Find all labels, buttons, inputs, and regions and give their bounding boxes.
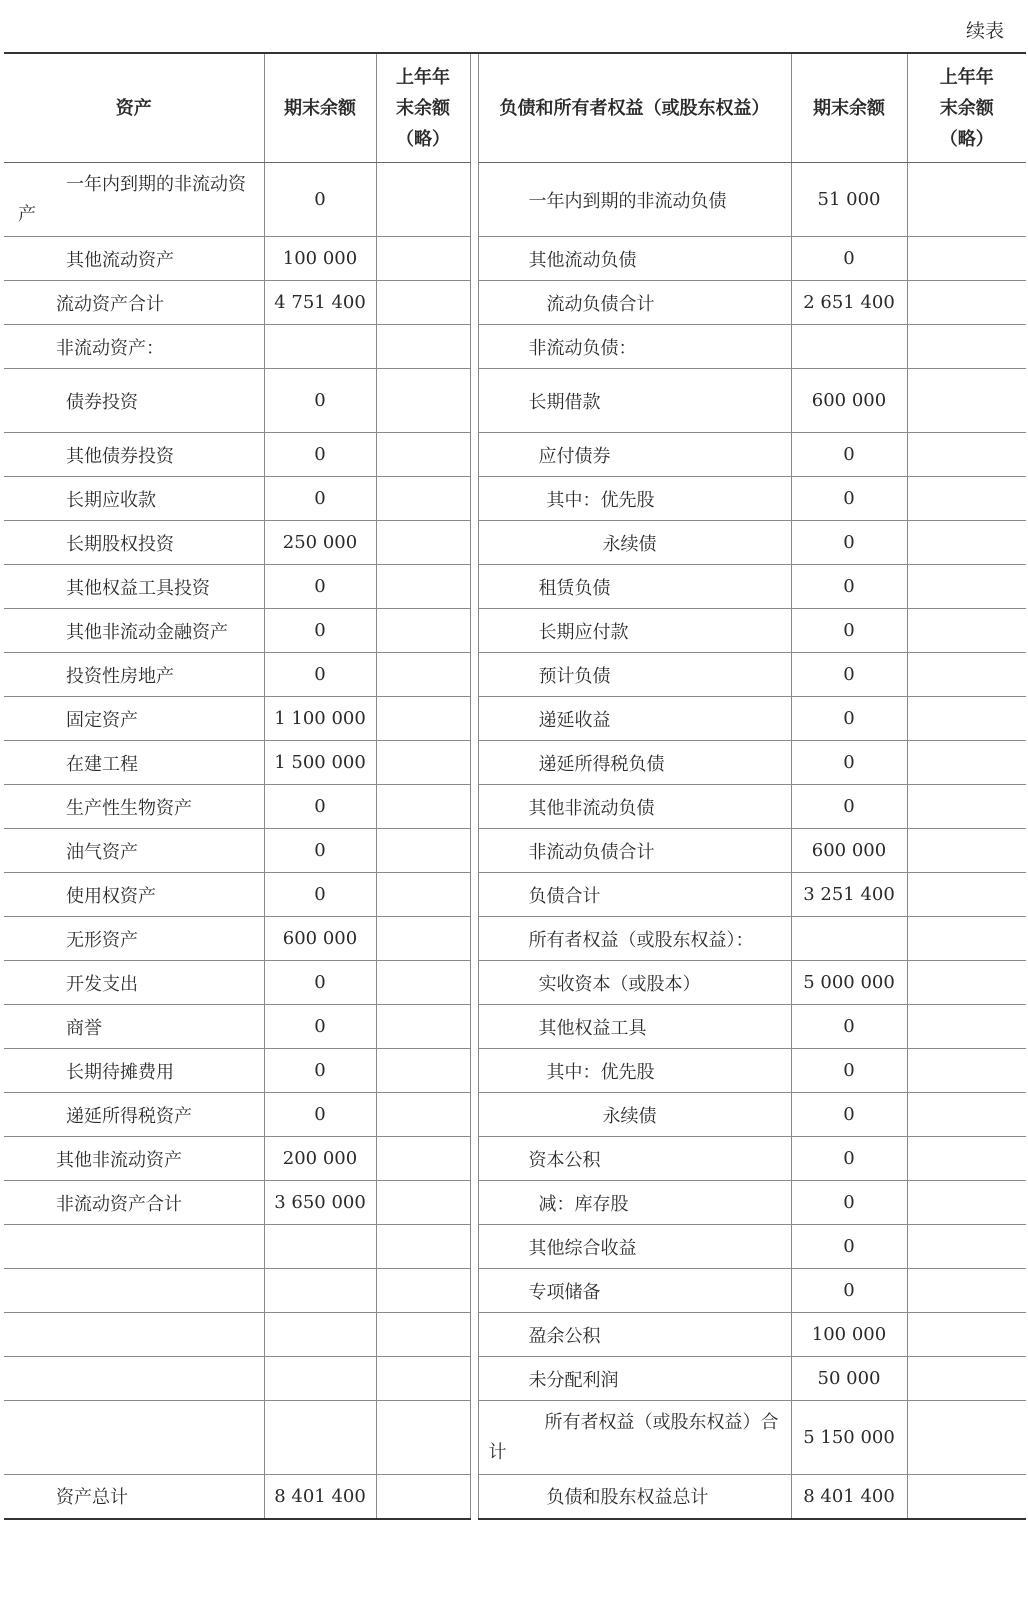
liability-prior-year — [907, 961, 1026, 1005]
table-row — [4, 653, 1026, 697]
asset-ending-balance: 100 000 — [264, 237, 376, 281]
liability-prior-year — [907, 697, 1026, 741]
asset-ending-balance: 0 — [264, 961, 376, 1005]
asset-prior-year — [376, 829, 470, 873]
asset-label: 开发支出 — [4, 961, 264, 1005]
asset-prior-year — [376, 741, 470, 785]
liability-ending-balance: 2 651 400 — [791, 281, 907, 325]
table-row — [4, 609, 1026, 653]
asset-ending-balance: 0 — [264, 1093, 376, 1137]
asset-label: 非流动资产合计 — [4, 1181, 264, 1225]
liability-label: 减：库存股 — [478, 1181, 791, 1225]
asset-ending-balance — [264, 1269, 376, 1313]
table-row — [4, 281, 1026, 325]
liability-ending-balance: 0 — [791, 609, 907, 653]
liability-prior-year — [907, 1269, 1026, 1313]
liability-ending-balance: 0 — [791, 521, 907, 565]
asset-prior-year — [376, 1181, 470, 1225]
liability-prior-year — [907, 1181, 1026, 1225]
liability-prior-year — [907, 609, 1026, 653]
liability-total-label: 负债和股东权益总计 — [478, 1475, 791, 1519]
liability-ending-balance — [791, 917, 907, 961]
liability-label: 其他综合收益 — [478, 1225, 791, 1269]
asset-prior-year — [376, 477, 470, 521]
asset-prior-year — [376, 873, 470, 917]
asset-label: 固定资产 — [4, 697, 264, 741]
asset-ending-balance: 0 — [264, 565, 376, 609]
table-row — [4, 697, 1026, 741]
asset-label: 商誉 — [4, 1005, 264, 1049]
asset-prior-year — [376, 1313, 470, 1357]
table-row — [4, 1093, 1026, 1137]
table-row — [4, 565, 1026, 609]
liability-prior-year — [907, 741, 1026, 785]
liability-label: 流动负债合计 — [478, 281, 791, 325]
liability-ending-balance: 0 — [791, 1269, 907, 1313]
asset-prior-year — [376, 961, 470, 1005]
table-row — [4, 1313, 1026, 1357]
liability-prior-year — [907, 1005, 1026, 1049]
asset-ending-balance: 0 — [264, 785, 376, 829]
asset-label: 生产性生物资产 — [4, 785, 264, 829]
asset-label: 流动资产合计 — [4, 281, 264, 325]
asset-ending-balance — [264, 1357, 376, 1401]
table-row — [4, 961, 1026, 1005]
liability-label: 其中：优先股 — [478, 477, 791, 521]
asset-ending-balance: 600 000 — [264, 917, 376, 961]
header-assets: 资产 — [4, 53, 264, 163]
asset-ending-balance: 0 — [264, 1005, 376, 1049]
liability-prior-year — [907, 1049, 1026, 1093]
asset-total-value: 8 401 400 — [264, 1475, 376, 1519]
liability-label: 长期应付款 — [478, 609, 791, 653]
asset-ending-balance: 1 100 000 — [264, 697, 376, 741]
liability-prior-year — [907, 653, 1026, 697]
table-row — [4, 1005, 1026, 1049]
header-ending-balance: 期末余额 — [264, 53, 376, 163]
asset-label — [4, 1269, 264, 1313]
table-row — [4, 237, 1026, 281]
asset-prior-year — [376, 237, 470, 281]
liability-prior-year — [907, 1093, 1026, 1137]
table-row — [4, 1049, 1026, 1093]
table-row — [4, 785, 1026, 829]
asset-prior-year — [376, 917, 470, 961]
liability-prior-year — [907, 521, 1026, 565]
asset-prior-year — [376, 653, 470, 697]
asset-ending-balance: 0 — [264, 369, 376, 433]
liability-label: 所有者权益（或股东权益）： — [478, 917, 791, 961]
balance-sheet-table — [4, 52, 1026, 1520]
asset-label — [4, 1357, 264, 1401]
liability-label: 一年内到期的非流动负债 — [478, 163, 791, 237]
liability-ending-balance: 0 — [791, 741, 907, 785]
asset-prior-year — [376, 521, 470, 565]
asset-ending-balance — [264, 1225, 376, 1269]
asset-prior-year — [376, 1005, 470, 1049]
table-row — [4, 917, 1026, 961]
asset-label: 其他非流动资产 — [4, 1137, 264, 1181]
continued-label: 续表 — [965, 20, 1004, 42]
asset-prior-year — [376, 697, 470, 741]
asset-ending-balance: 0 — [264, 829, 376, 873]
liability-ending-balance — [791, 325, 907, 369]
liability-ending-balance: 600 000 — [791, 829, 907, 873]
liability-label: 递延收益 — [478, 697, 791, 741]
liability-prior-year — [907, 1475, 1026, 1519]
liability-ending-balance: 3 251 400 — [791, 873, 907, 917]
asset-prior-year — [376, 609, 470, 653]
asset-label: 一年内到期的非流动资产 — [4, 163, 264, 237]
liability-ending-balance: 0 — [791, 1093, 907, 1137]
table-row — [4, 741, 1026, 785]
asset-label: 油气资产 — [4, 829, 264, 873]
liability-label: 负债合计 — [478, 873, 791, 917]
liability-prior-year — [907, 1357, 1026, 1401]
liability-prior-year — [907, 369, 1026, 433]
asset-ending-balance: 0 — [264, 163, 376, 237]
asset-prior-year — [376, 785, 470, 829]
asset-label: 债券投资 — [4, 369, 264, 433]
asset-label: 长期应收款 — [4, 477, 264, 521]
liability-ending-balance: 0 — [791, 1181, 907, 1225]
liability-label: 应付债券 — [478, 433, 791, 477]
asset-ending-balance: 4 751 400 — [264, 281, 376, 325]
liability-prior-year — [907, 873, 1026, 917]
table-row — [4, 325, 1026, 369]
liability-prior-year — [907, 917, 1026, 961]
liability-ending-balance: 0 — [791, 565, 907, 609]
liability-ending-balance: 0 — [791, 1225, 907, 1269]
asset-ending-balance — [264, 1313, 376, 1357]
table-row — [4, 433, 1026, 477]
header-prior-year: 上年年 末余额 （略） — [376, 53, 470, 163]
asset-prior-year — [376, 325, 470, 369]
liability-prior-year — [907, 1313, 1026, 1357]
asset-label — [4, 1225, 264, 1269]
liability-label: 非流动负债合计 — [478, 829, 791, 873]
asset-ending-balance — [264, 325, 376, 369]
asset-prior-year — [376, 1269, 470, 1313]
liability-prior-year — [907, 1137, 1026, 1181]
liability-label: 租赁负债 — [478, 565, 791, 609]
asset-ending-balance: 0 — [264, 873, 376, 917]
table-row — [4, 1357, 1026, 1401]
liability-ending-balance: 0 — [791, 237, 907, 281]
asset-prior-year — [376, 1049, 470, 1093]
liability-label: 资本公积 — [478, 1137, 791, 1181]
liability-prior-year — [907, 237, 1026, 281]
asset-prior-year — [376, 163, 470, 237]
liability-prior-year — [907, 1225, 1026, 1269]
asset-ending-balance: 200 000 — [264, 1137, 376, 1181]
liability-label: 盈余公积 — [478, 1313, 791, 1357]
asset-ending-balance: 0 — [264, 653, 376, 697]
liability-label: 永续债 — [478, 521, 791, 565]
liability-ending-balance: 5 150 000 — [791, 1401, 907, 1475]
asset-prior-year — [376, 1357, 470, 1401]
liability-prior-year — [907, 281, 1026, 325]
asset-label: 长期待摊费用 — [4, 1049, 264, 1093]
liability-label: 预计负债 — [478, 653, 791, 697]
table-row — [4, 873, 1026, 917]
liability-label: 所有者权益（或股东权益）合计 — [478, 1401, 791, 1475]
table-row — [4, 1269, 1026, 1313]
asset-label: 其他流动资产 — [4, 237, 264, 281]
liability-ending-balance: 50 000 — [791, 1357, 907, 1401]
asset-label: 递延所得税资产 — [4, 1093, 264, 1137]
liability-label: 其他流动负债 — [478, 237, 791, 281]
table-row — [4, 369, 1026, 433]
liability-prior-year — [907, 325, 1026, 369]
asset-prior-year — [376, 1401, 470, 1475]
liability-ending-balance: 0 — [791, 433, 907, 477]
asset-ending-balance: 0 — [264, 1049, 376, 1093]
asset-label: 其他权益工具投资 — [4, 565, 264, 609]
asset-prior-year — [376, 281, 470, 325]
liability-label: 专项储备 — [478, 1269, 791, 1313]
asset-prior-year — [376, 1137, 470, 1181]
liability-label: 其他权益工具 — [478, 1005, 791, 1049]
asset-ending-balance: 0 — [264, 477, 376, 521]
asset-prior-year — [376, 1093, 470, 1137]
table-row — [4, 163, 1026, 237]
liability-ending-balance: 0 — [791, 697, 907, 741]
liability-label: 长期借款 — [478, 369, 791, 433]
liability-ending-balance: 100 000 — [791, 1313, 907, 1357]
asset-label — [4, 1313, 264, 1357]
liability-label: 永续债 — [478, 1093, 791, 1137]
liability-label: 递延所得税负债 — [478, 741, 791, 785]
asset-label: 长期股权投资 — [4, 521, 264, 565]
liability-prior-year — [907, 477, 1026, 521]
liability-ending-balance: 0 — [791, 785, 907, 829]
header-prior-year-right: 上年年 末余额 （略） — [907, 53, 1026, 163]
asset-label: 无形资产 — [4, 917, 264, 961]
liability-prior-year — [907, 163, 1026, 237]
asset-prior-year — [376, 1475, 470, 1519]
liability-prior-year — [907, 565, 1026, 609]
liability-prior-year — [907, 785, 1026, 829]
table-row — [4, 1137, 1026, 1181]
table-row — [4, 521, 1026, 565]
table-row — [4, 1225, 1026, 1269]
header-ending-balance-right: 期末余额 — [791, 53, 907, 163]
liability-label: 非流动负债： — [478, 325, 791, 369]
liability-total-value: 8 401 400 — [791, 1475, 907, 1519]
liability-prior-year — [907, 433, 1026, 477]
asset-label — [4, 1401, 264, 1475]
asset-ending-balance: 1 500 000 — [264, 741, 376, 785]
asset-label: 非流动资产： — [4, 325, 264, 369]
column-divider — [470, 53, 478, 163]
table-row — [4, 829, 1026, 873]
liability-prior-year — [907, 1401, 1026, 1475]
liability-ending-balance: 0 — [791, 1137, 907, 1181]
asset-ending-balance: 250 000 — [264, 521, 376, 565]
asset-ending-balance: 3 650 000 — [264, 1181, 376, 1225]
liability-ending-balance: 0 — [791, 1005, 907, 1049]
asset-prior-year — [376, 369, 470, 433]
liability-label: 其他非流动负债 — [478, 785, 791, 829]
asset-ending-balance — [264, 1401, 376, 1475]
liability-prior-year — [907, 829, 1026, 873]
liability-ending-balance: 0 — [791, 653, 907, 697]
liability-ending-balance: 600 000 — [791, 369, 907, 433]
header-liabilities-equity: 负债和所有者权益（或股东权益） — [478, 53, 791, 163]
liability-ending-balance: 51 000 — [791, 163, 907, 237]
asset-ending-balance: 0 — [264, 433, 376, 477]
asset-label: 投资性房地产 — [4, 653, 264, 697]
liability-label: 实收资本（或股本） — [478, 961, 791, 1005]
asset-total-label: 资产总计 — [4, 1475, 264, 1519]
table-row — [4, 1181, 1026, 1225]
asset-label: 其他非流动金融资产 — [4, 609, 264, 653]
liability-ending-balance: 0 — [791, 477, 907, 521]
asset-prior-year — [376, 565, 470, 609]
liability-label: 其中：优先股 — [478, 1049, 791, 1093]
liability-ending-balance: 5 000 000 — [791, 961, 907, 1005]
asset-prior-year — [376, 1225, 470, 1269]
asset-label: 其他债券投资 — [4, 433, 264, 477]
asset-label: 使用权资产 — [4, 873, 264, 917]
table-row — [4, 477, 1026, 521]
liability-ending-balance: 0 — [791, 1049, 907, 1093]
asset-prior-year — [376, 433, 470, 477]
table-header-row — [4, 53, 1026, 163]
liability-label: 未分配利润 — [478, 1357, 791, 1401]
table-row — [4, 1401, 1026, 1475]
asset-ending-balance: 0 — [264, 609, 376, 653]
table-row-total — [4, 1475, 1026, 1519]
asset-label: 在建工程 — [4, 741, 264, 785]
